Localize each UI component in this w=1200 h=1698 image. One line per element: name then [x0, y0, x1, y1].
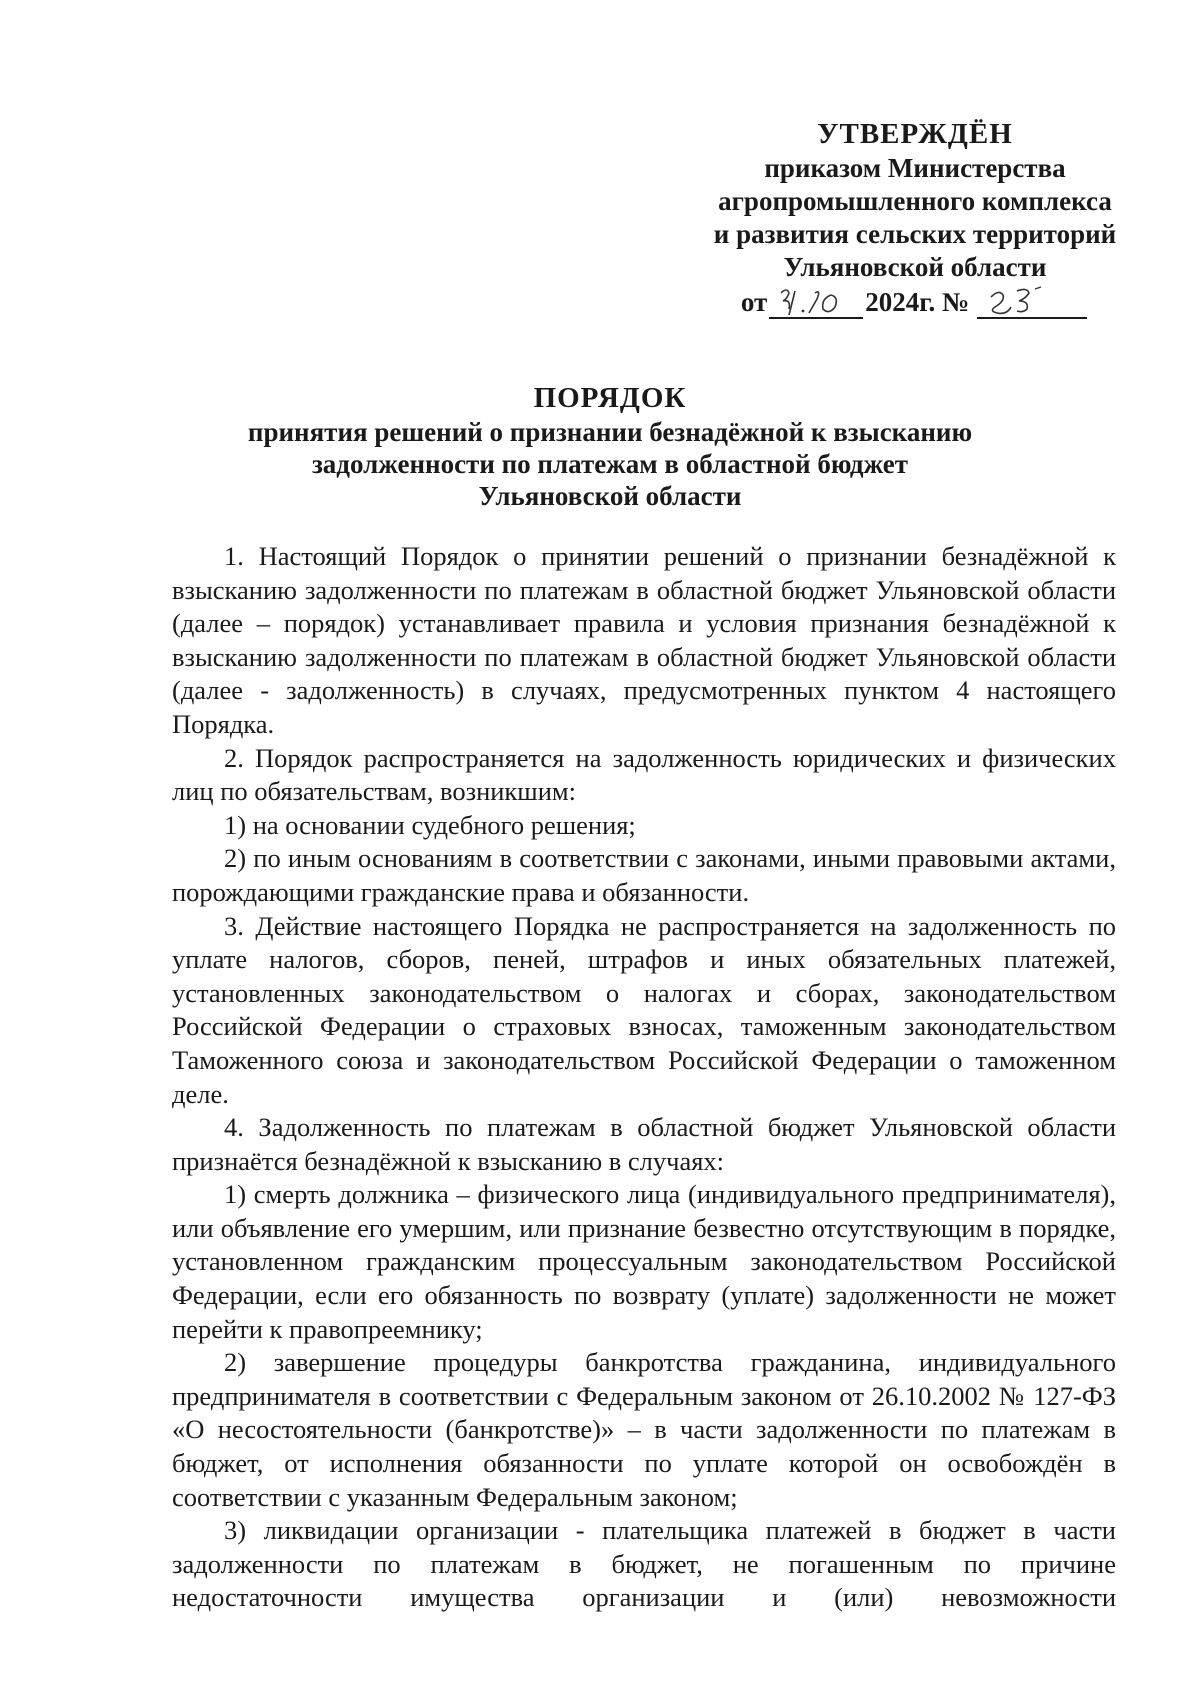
handwritten-date-signature: [769, 287, 863, 319]
paragraph-3: 3. Действие настоящего Порядка не распространяется на задолженность по уплате налогов, сборов, пеней, штрафов и иных обязательных платежей, установленных законодательством о налогах и сборах, законодательством Российской Федерации о страховых взносах, таможенным законодательством Таможенного союза и законодательством Российской Федерации о таможенном деле.: [172, 910, 1116, 1109]
document-subtitle-line: Ульяновской области: [478, 481, 742, 511]
paragraph-4-item-3: 3) ликвидации организации - плательщика платежей в бюджет в части задолженности по платежам в бюджет, не погашенным по причине недостаточности имущества организации и (или) невозможности: [172, 1515, 1116, 1613]
approval-heading: УТВЕРЖДЁН: [817, 118, 1013, 150]
approval-date-line: [690, 286, 1140, 319]
year-and-number-label: 2024г. №: [865, 287, 970, 317]
paragraph-1: 1. Настоящий Порядок о принятии решений о признании безнадёжной к взысканию задолженности по платежам в областной бюджет Ульяновской области (далее – порядок) устанавливает правила и условия признания безнадёжной к взысканию задолженности по платежам в областной бюджет Ульяновской области (далее - задолженность) в случаях, предусмотренных пунктом 4 настоящего Порядка.: [172, 541, 1116, 739]
paragraph-2-item-2: 2) по иным основаниям в соответствии с законами, иными правовыми актами, порождающими гражданские права и обязанности.: [172, 843, 1116, 907]
handwritten-order-number: [977, 287, 1087, 319]
paragraph-2: 2. Порядок распространяется на задолженность юридических и физических лиц по обязательствам, возникшим:: [172, 742, 1116, 807]
approval-line: и развития сельских территорий: [713, 219, 1117, 249]
document-title: ПОРЯДОК: [533, 382, 687, 414]
paragraph-2-item-1: 1) на основании судебного решения;: [224, 809, 636, 840]
paragraph-4-item-2: 2) завершение процедуры банкротства гражданина, индивидуального предпринимателя в соответствии с Федеральным законом от 26.10.2002 № 127-ФЗ «О несостоятельности (банкротстве)» – в части задолженности по платежам в бюджет, от исполнения обязанности по уплате которой он освобождён в соответствии с указанным Федеральным законом;: [172, 1347, 1116, 1512]
document-subtitle-line: принятия решений о признании безнадёжной к взысканию: [247, 417, 973, 447]
document-body: [172, 540, 1116, 1615]
date-prefix: от: [740, 287, 768, 317]
approval-stamp-block: [690, 118, 1140, 319]
approval-line: Ульяновской области: [783, 252, 1047, 282]
document-title-block: [170, 382, 1050, 512]
paragraph-4: 4. Задолженность по платежам в областной бюджет Ульяновской области признаётся безнадёжной к взысканию в случаях:: [172, 1112, 1116, 1176]
document-subtitle-line: задолженности по платежам в областной бюджет: [311, 449, 909, 479]
approval-line: агропромышленного комплекса: [718, 186, 1112, 216]
approval-line: приказом Министерства: [764, 153, 1066, 183]
paragraph-4-item-1: 1) смерть должника – физического лица (индивидуального предпринимателя), или объявление его умершим, или признание безвестно отсутствующим в порядке, установленном гражданским процессуальным законодательством Российской Федерации, если его обязанность по возврату (уплате) задолженности не может перейти к правопреемнику;: [172, 1179, 1116, 1344]
